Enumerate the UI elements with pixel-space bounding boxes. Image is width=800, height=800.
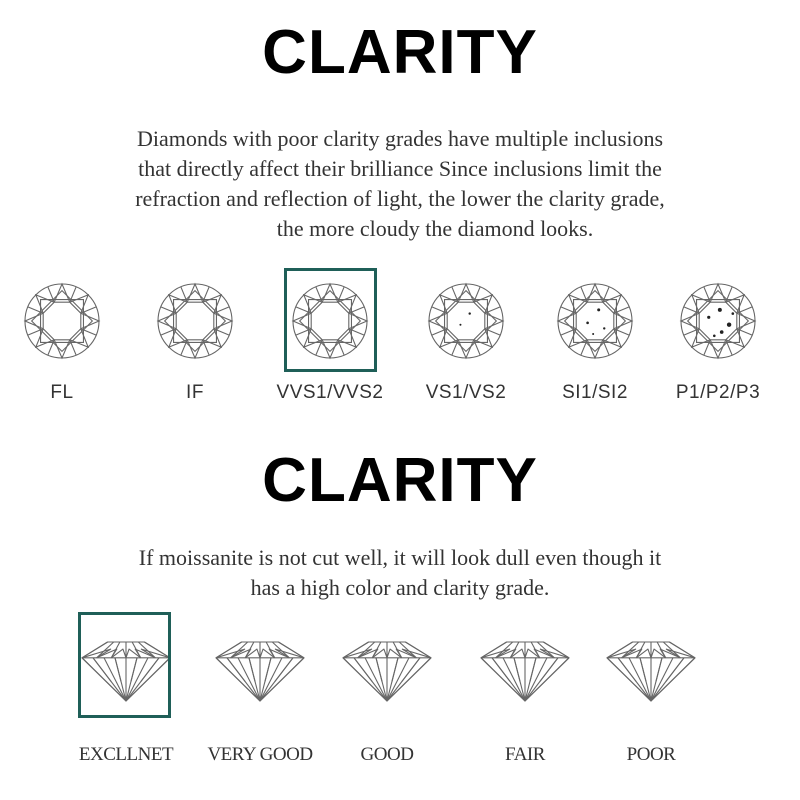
diamond-top-view-icon — [427, 282, 505, 360]
cut-grade-label: EXCLLNET — [78, 744, 174, 765]
description-line: the more cloudy the diamond looks. — [276, 216, 594, 241]
cut-grade-label: GOOD — [360, 744, 414, 765]
cut-description — [40, 543, 760, 603]
diamond-side-view-icon — [479, 638, 571, 704]
clarity-grade-label: VS1/VS2 — [425, 382, 507, 403]
cut-grade-label: POOR — [626, 744, 676, 765]
clarity-title-bottom: CLARITY — [262, 446, 538, 515]
description-line: Diamonds with poor clarity grades have multiple inclusions — [136, 126, 664, 151]
description-line: that directly affect their brilliance Since inclusions limit the — [138, 156, 662, 181]
diamond-top-view-icon — [679, 282, 757, 360]
clarity-grade-label: P1/P2/P3 — [675, 382, 761, 403]
clarity-grade-label: VVS1/VVS2 — [276, 382, 384, 403]
description-line: has a high color and clarity grade. — [250, 575, 550, 600]
clarity-grade-label: FL — [50, 382, 74, 403]
diamond-top-view-icon — [156, 282, 234, 360]
description-line: refraction and reflection of light, the lower the clarity grade, — [135, 186, 665, 211]
diamond-side-view-icon — [341, 638, 433, 704]
cut-grade-label: FAIR — [505, 744, 545, 765]
diamond-side-view-icon — [605, 638, 697, 704]
clarity-title-top: CLARITY — [262, 18, 538, 87]
clarity-grade-label: IF — [186, 382, 204, 403]
clarity-grade-label: SI1/SI2 — [562, 382, 628, 403]
cut-grade-label: VERY GOOD — [207, 744, 313, 765]
diamond-side-view-icon — [214, 638, 306, 704]
diamond-top-view-icon — [556, 282, 634, 360]
selected-grade-frame — [284, 268, 377, 372]
description-line: If moissanite is not cut well, it will look dull even though it — [138, 545, 662, 570]
diamond-top-view-icon — [23, 282, 101, 360]
selected-cut-frame — [78, 612, 171, 718]
clarity-description — [40, 124, 760, 244]
